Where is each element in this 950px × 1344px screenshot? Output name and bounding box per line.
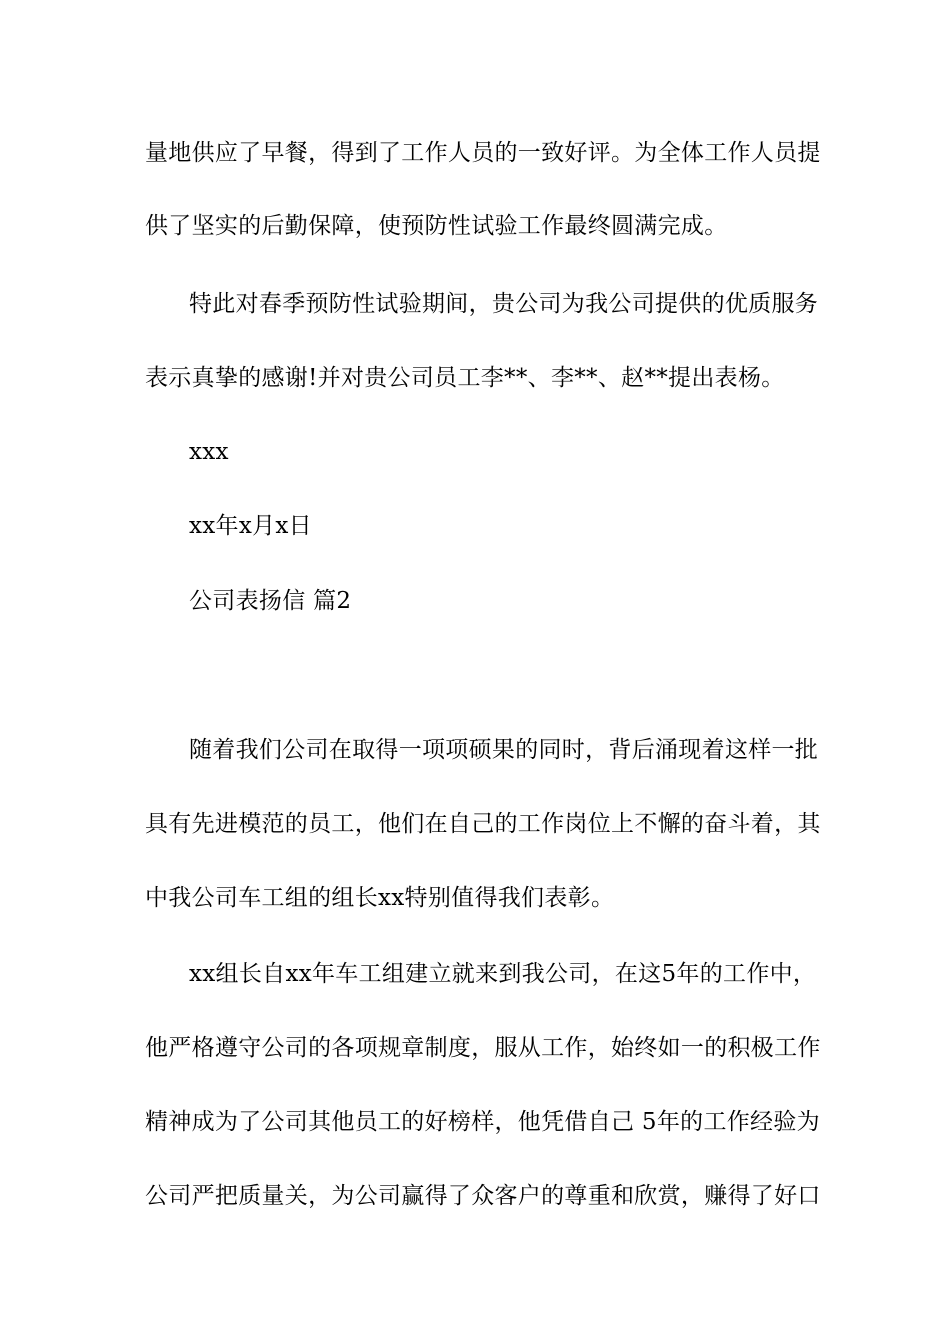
paragraph-line: 表示真挚的感谢!并对贵公司员工李**、李**、赵**提出表杨。 [145,365,785,391]
paragraph-line: 他严格遵守公司的各项规章制度，服从工作，始终如一的积极工作 [145,1035,821,1061]
paragraph-line: 精神成为了公司其他员工的好榜样，他凭借自己 5年的工作经验为 [145,1109,820,1135]
signature-name: xxx [189,439,229,465]
paragraph-line: 具有先进模范的员工，他们在自己的工作岗位上不懈的奋斗着，其 [145,811,821,837]
section-heading: 公司表扬信 篇2 [189,588,352,614]
signature-date: xx年x月x日 [189,513,312,539]
paragraph-line: 特此对春季预防性试验期间，贵公司为我公司提供的优质服务 [189,291,819,317]
paragraph-line: 随着我们公司在取得一项项硕果的同时，背后涌现着这样一批 [189,737,819,763]
paragraph-line: 供了坚实的后勤保障，使预防性试验工作最终圆满完成。 [145,213,728,239]
paragraph-line: 中我公司车工组的组长xx特别值得我们表彰。 [145,885,615,911]
paragraph-line: xx组长自xx年车工组建立就来到我公司，在这5年的工作中， [189,961,817,987]
paragraph-line: 公司严把质量关，为公司赢得了众客户的尊重和欣赏，赚得了好口 [145,1183,821,1209]
paragraph-line: 量地供应了早餐，得到了工作人员的一致好评。为全体工作人员提 [145,140,821,166]
